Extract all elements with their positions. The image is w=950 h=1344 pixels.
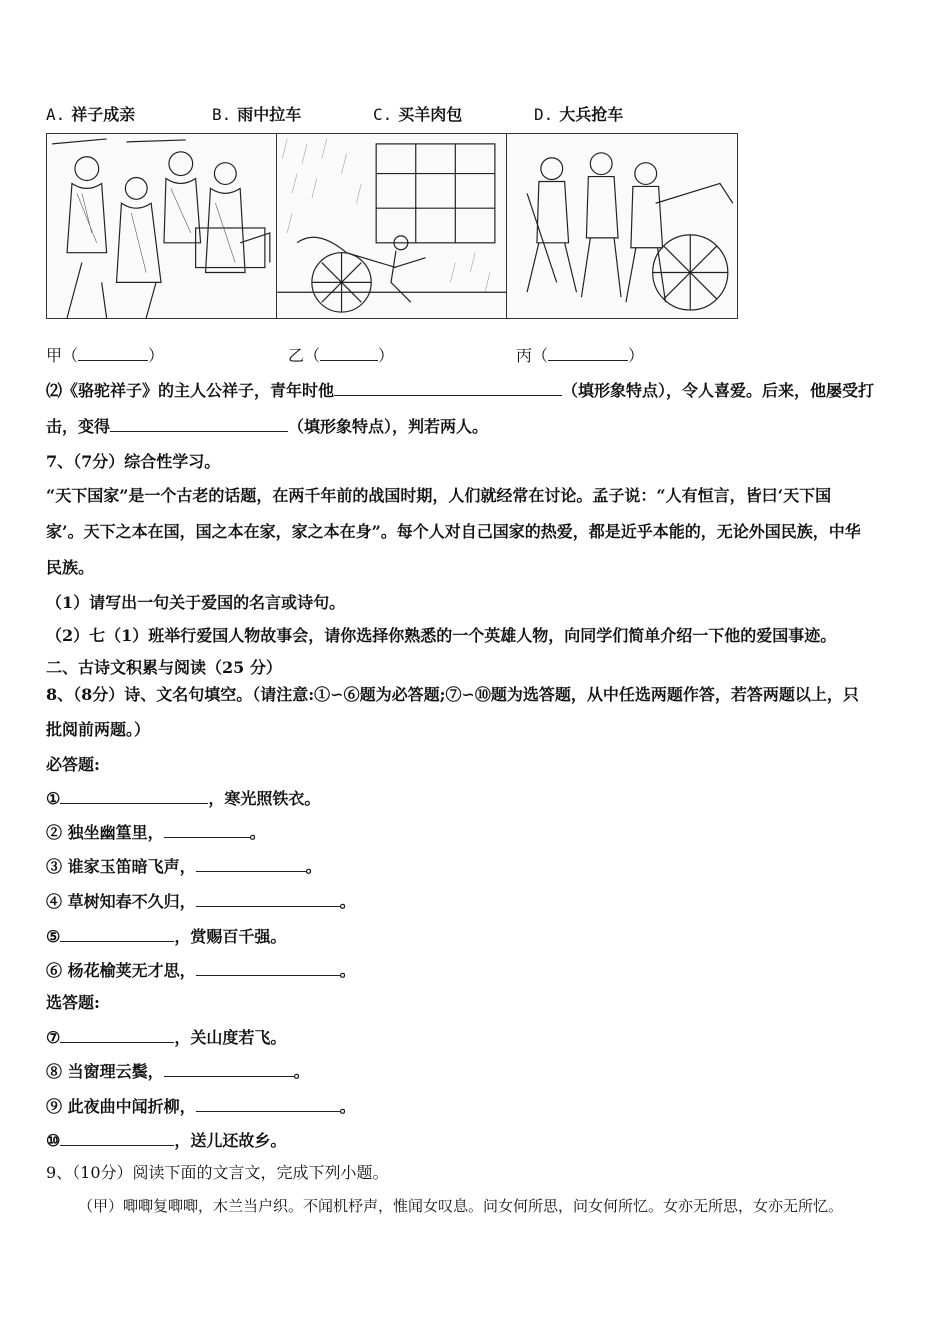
- q8-item-8-pre: ⑧ 当窗理云鬓，: [46, 1062, 164, 1081]
- answer-jia-label: 甲（: [46, 346, 79, 365]
- answer-jia-close: ）: [148, 346, 165, 365]
- q8-item-9-blank[interactable]: [196, 1096, 340, 1112]
- q8-item-8-blank[interactable]: [164, 1061, 294, 1077]
- q8-item-10: [46, 1130, 286, 1151]
- q8-item-7-blank[interactable]: [60, 1027, 174, 1043]
- q6-2-line1: [46, 380, 874, 401]
- wedding-scene-drawing: [47, 134, 277, 318]
- q7-sub2: （2）七（1）班举行爱国人物故事会，请你选择你熟悉的一个英雄人物，向同学们简单介绍一下他的爱国事迹。: [46, 626, 837, 645]
- q8-item-2: [46, 822, 266, 843]
- option-d-key: D.: [534, 105, 554, 124]
- q8-item-8-post: 。: [293, 1062, 310, 1081]
- answer-yi-close: ）: [378, 346, 395, 365]
- q8-item-7-post: ，关山度若飞。: [174, 1028, 287, 1047]
- q8-item-3-blank[interactable]: [196, 856, 306, 872]
- q7-sub1: （1）请写出一句关于爱国的名言或诗句。: [46, 593, 346, 612]
- answer-yi: [288, 345, 394, 366]
- rain-scene-drawing: [277, 134, 507, 318]
- option-b: [212, 102, 301, 125]
- q8-item-9: [46, 1096, 356, 1117]
- q8-item-5: [46, 926, 286, 947]
- q8-item-4-blank[interactable]: [196, 891, 340, 907]
- q8-title-line1: 8、（8分）诗、文名句填空。（请注意:①∽⑥题为必答题;⑦∽⑩题为选答题，从中任选两题作答，若答两题以上，只: [46, 685, 859, 704]
- q8-item-10-blank[interactable]: [60, 1130, 174, 1146]
- q8-item-5-pre: ⑤: [46, 927, 61, 946]
- answer-jia-blank[interactable]: [78, 345, 148, 361]
- answer-bing-close: ）: [628, 346, 645, 365]
- answer-bing: [516, 345, 644, 366]
- q8-item-6-post: 。: [339, 961, 356, 980]
- option-b-key: B.: [212, 105, 232, 124]
- answer-bing-blank[interactable]: [548, 345, 628, 361]
- soldiers-scene-drawing: [507, 134, 737, 318]
- q6-2-line2: [46, 416, 488, 437]
- q6-2-blank-2[interactable]: [110, 416, 288, 432]
- answer-bing-label: 丙（: [516, 346, 549, 365]
- q8-item-9-post: 。: [339, 1097, 356, 1116]
- option-c: [373, 102, 462, 125]
- option-a-key: A.: [46, 105, 66, 124]
- q8-item-3-post: 。: [305, 857, 322, 876]
- q8-item-5-blank[interactable]: [60, 926, 174, 942]
- answer-yi-label: 乙（: [288, 346, 321, 365]
- q8-item-1: [46, 788, 320, 809]
- q8-title-line2: 批阅前两题。）: [46, 720, 151, 739]
- q6-2-line2-post: （填形象特点），判若两人。: [288, 417, 489, 436]
- option-c-text: 买羊肉包: [398, 105, 463, 124]
- q8-item-9-pre: ⑨ 此夜曲中闻折柳，: [46, 1097, 196, 1116]
- answer-jia: [46, 345, 164, 366]
- q8-item-1-post: ，寒光照铁衣。: [208, 789, 321, 808]
- illustration-strip: [46, 133, 738, 319]
- q6-2-blank-1[interactable]: [334, 380, 562, 396]
- illustration-panel-rain: [276, 133, 508, 319]
- option-a: [46, 102, 135, 125]
- q8-item-6-pre: ⑥ 杨花榆荚无才思，: [46, 961, 196, 980]
- q8-item-3: [46, 856, 322, 877]
- option-a-text: 祥子成亲: [71, 105, 136, 124]
- q8-item-3-pre: ③ 谁家玉笛暗飞声，: [46, 857, 196, 876]
- q8-item-2-blank[interactable]: [164, 822, 250, 838]
- q8-required-heading: 必答题:: [46, 755, 100, 774]
- q6-2-line1-pre: ⑵《骆驼祥子》的主人公祥子，青年时他: [46, 381, 335, 400]
- q9-title: 9、（10分）阅读下面的文言文，完成下列小题。: [46, 1163, 389, 1182]
- q8-item-1-blank[interactable]: [60, 788, 208, 804]
- q6-2-line1-post: （填形象特点），令人喜爱。后来，他屡受打: [562, 381, 875, 400]
- illustration-panel-soldiers: [506, 133, 738, 319]
- q9-passage-jia: （甲）唧唧复唧唧，木兰当户织。不闻机杼声，惟闻女叹息。问女何所思，问女何所忆。女亦无所思，女亦无所忆。: [78, 1197, 844, 1215]
- q8-item-6: [46, 960, 356, 981]
- q8-item-4: [46, 891, 356, 912]
- q8-item-10-pre: ⑩: [46, 1131, 61, 1150]
- q8-item-1-pre: ①: [46, 789, 61, 808]
- option-d: [534, 102, 623, 125]
- q6-2-line2-pre: 击，变得: [46, 417, 111, 436]
- q8-item-10-post: ，送儿还故乡。: [174, 1131, 287, 1150]
- q8-optional-heading: 选答题:: [46, 993, 100, 1012]
- q7-paragraph-line3: 民族。: [46, 558, 95, 577]
- option-c-key: C.: [373, 105, 393, 124]
- illustration-panel-wedding: [46, 133, 278, 319]
- q7-title: 7、（7分）综合性学习。: [46, 452, 221, 471]
- q8-item-6-blank[interactable]: [196, 960, 340, 976]
- q8-item-4-pre: ④ 草树知春不久归，: [46, 892, 196, 911]
- option-b-text: 雨中拉车: [237, 105, 302, 124]
- q7-paragraph-line2: 家’。天下之本在国，国之本在家，家之本在身”。每个人对自己国家的热爱，都是近乎本能的，无论外国民族，中华: [46, 522, 861, 541]
- q8-item-7-pre: ⑦: [46, 1028, 61, 1047]
- q7-paragraph-line1: “天下国家”是一个古老的话题，在两千年前的战国时期，人们就经常在讨论。孟子说：“人有恒言，皆曰‘天下国: [46, 486, 832, 505]
- q8-item-2-pre: ② 独坐幽篁里，: [46, 823, 164, 842]
- q8-item-7: [46, 1027, 286, 1048]
- q8-item-5-post: ，赏赐百千强。: [174, 927, 287, 946]
- section-2-heading: 二、古诗文积累与阅读（25 分）: [46, 658, 282, 677]
- q8-item-2-post: 。: [249, 823, 266, 842]
- option-d-text: 大兵抢车: [559, 105, 624, 124]
- q8-item-8: [46, 1061, 310, 1082]
- answer-yi-blank[interactable]: [320, 345, 378, 361]
- q8-item-4-post: 。: [339, 892, 356, 911]
